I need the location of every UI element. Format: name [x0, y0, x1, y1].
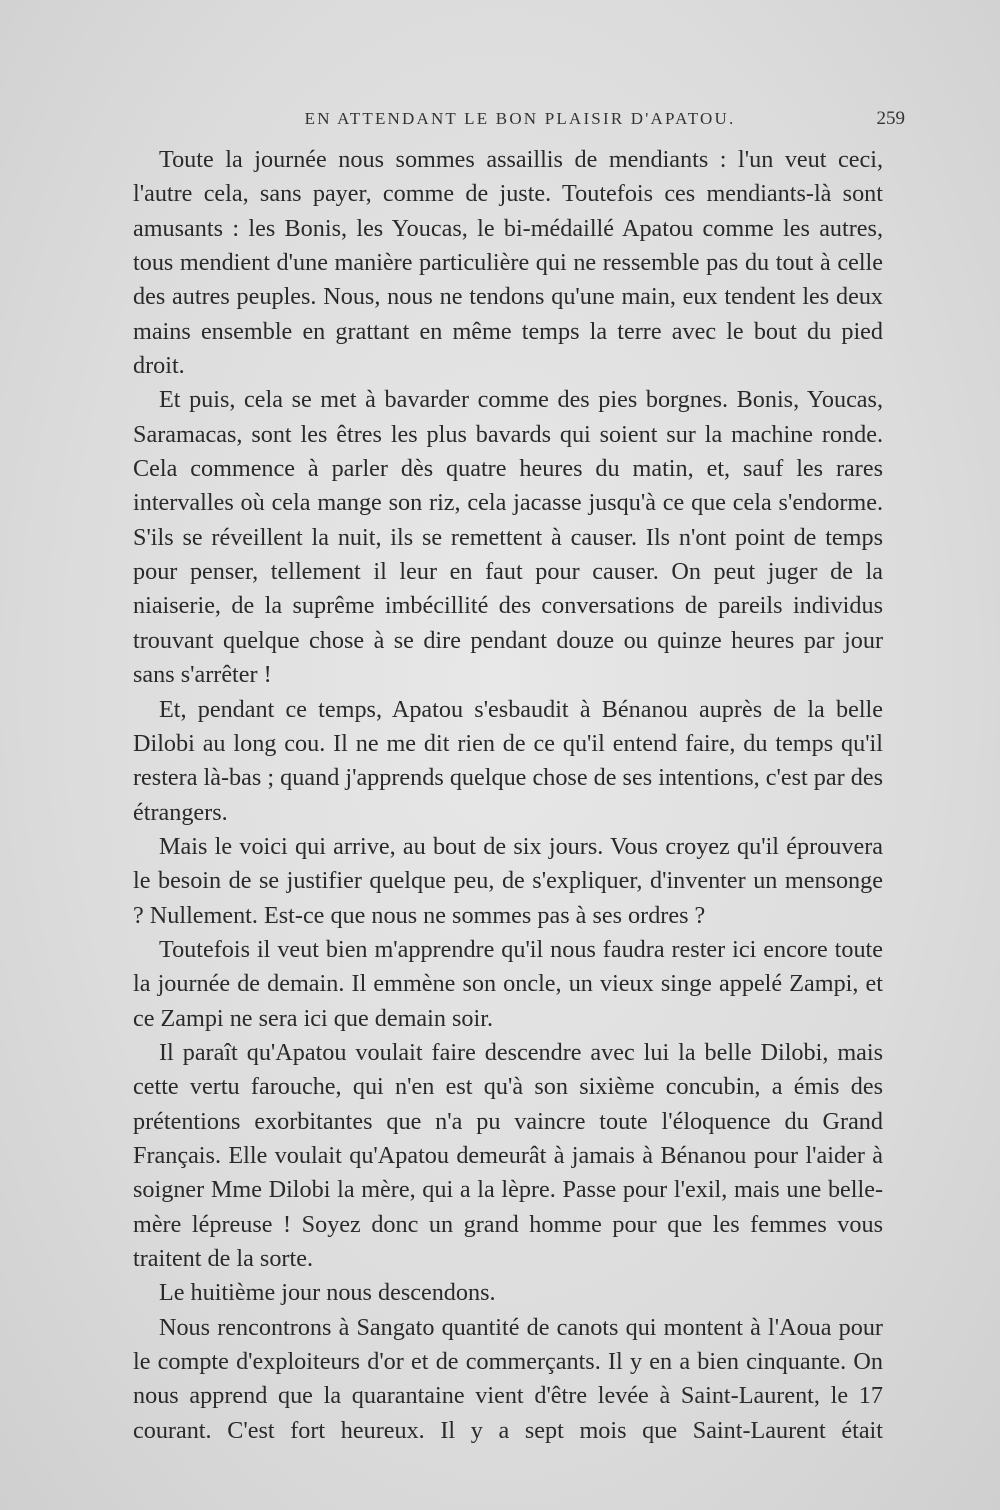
- paragraph-apatou-benanou: Et, pendant ce temps, Apatou s'esbaudit à Bénanou auprès de la belle Dilobi au long cou. Il ne me dit rien de ce qu'il entend faire, du temps qu'il restera là-bas ; quand j'apprends quelque chose de ses intentions, c'est par des étrangers.: [133, 695, 883, 826]
- running-title: EN ATTENDANT LE BON PLAISIR D'APATOU.: [304, 109, 736, 128]
- paragraph-chatter: Et puis, cela se met à bavarder comme des pies borgnes. Bonis, Youcas, Saramacas, sont les êtres les plus bavards qui soient sur la machine ronde. Cela commence à parler dès quatre heures du matin, et, sauf les rares intervalles où cela mange son riz, cela jacasse jusqu'à ce que cela s'endorme. S'ils se réveillent la nuit, ils se remettent à causer. Ils n'ont point de temps pour penser, tellement il leur en faut pour causer. On peut juger de la niaiserie, de la suprême imbécillité des conversations de pareils individus trouvant quelque chose à se dire pendant douze ou quinze heures par jour sans s'arrêter !: [133, 386, 883, 689]
- running-head: [135, 104, 905, 134]
- paragraph-dilobi: Il paraît qu'Apatou voulait faire descendre avec lui la belle Dilobi, mais cette vertu farouche, qui n'en est qu'à son sixième concubin, a émis des prétentions exorbitantes que n'a pu vaincre toute l'éloquence du Grand Français. Elle voulait qu'Apatou demeurât à jamais à Bénanou pour l'aider à soigner Mme Dilobi la mère, qui a la lèpre. Passe pour l'exil, mais une belle-mère lépreuse ! Soyez donc un grand homme pour que les femmes vous traitent de la sorte.: [133, 1038, 883, 1272]
- paragraph-zampi: Toutefois il veut bien m'apprendre qu'il nous faudra rester ici encore toute la journée de demain. Il emmène son oncle, un vieux singe appelé Zampi, et ce Zampi ne sera ici que demain soir.: [133, 935, 883, 1032]
- page-number: 259: [876, 108, 905, 129]
- body-text: [133, 143, 883, 1448]
- paragraph-eighth-day: Le huitième jour nous descendons.: [159, 1279, 496, 1307]
- paragraph-sangato: Nous rencontrons à Sangato quantité de canots qui montent à l'Aoua pour le compte d'exploiteurs d'or et de commerçants. Il y en a bien cinquante. On nous apprend que la quarantaine vient d'être levée à Saint-Laurent, le 17 courant. C'est fort heureux. Il y a sept mois que Saint-Laurent était: [133, 1313, 883, 1444]
- paragraph-arrival: Mais le voici qui arrive, au bout de six jours. Vous croyez qu'il éprouvera le besoin de se justifier quelque peu, de s'expliquer, d'inventer un mensonge ? Nullement. Est-ce que nous ne sommes pas à ses ordres ?: [133, 832, 883, 929]
- paragraph-begging: Toute la journée nous sommes assaillis de mendiants : l'un veut ceci, l'autre cela, sans payer, comme de juste. Toutefois ces mendiants-là sont amusants : les Bonis, les Youcas, le bi-médaillé Apatou comme les autres, tous mendient d'une manière particulière qui ne ressemble pas du tout à celle des autres peuples. Nous, nous ne tendons qu'une main, eux tendent les deux mains ensemble en grattant en même temps la terre avec le bout du pied droit.: [133, 146, 883, 380]
